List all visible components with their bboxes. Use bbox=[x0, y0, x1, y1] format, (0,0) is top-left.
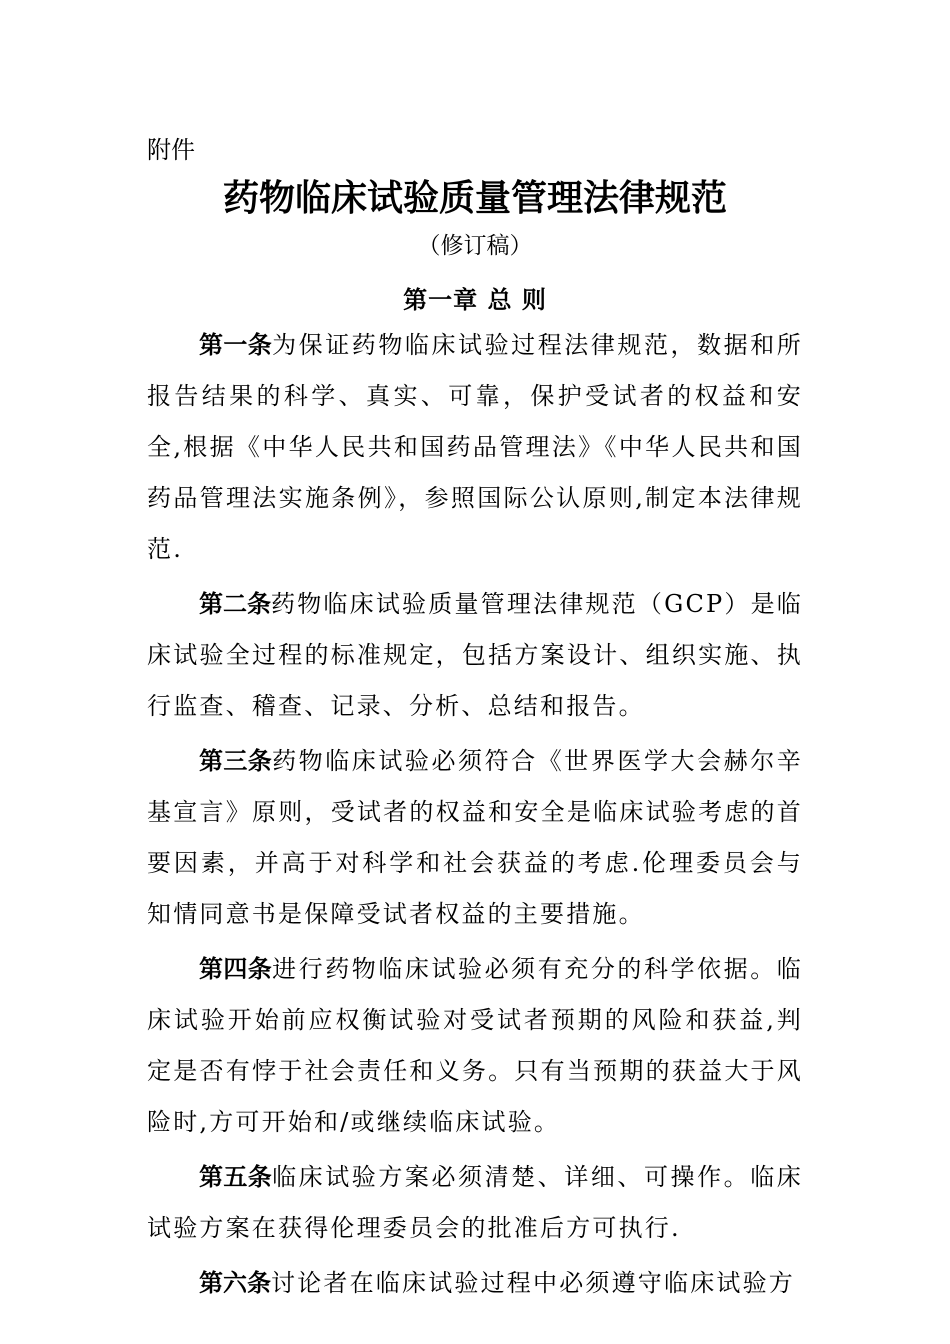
article-text: 讨论者在临床试验过程中必须遵守临床试验方 bbox=[271, 1269, 795, 1297]
article-text: 临床试验方案必须清楚、详细、可操作。临床试验方案在获得伦理委员会的批准后方可执行. bbox=[147, 1163, 804, 1242]
article-text: 为保证药物临床试验过程法律规范，数据和所报告结果的科学、真实、可靠，保护受试者的权益和安全,根据《中华人民共和国药品管理法》《中华人民共和国药品管理法实施条例》，参照国际公认原则,制定本法律规范. bbox=[147, 331, 804, 563]
article-text: 药物临床试验质量管理法律规范（GCP）是临床试验全过程的标准规定，包括方案设计、组织实施、执行监查、稽查、记录、分析、总结和报告。 bbox=[147, 590, 803, 720]
document-title: 药物临床试验质量管理法律规范 bbox=[222, 177, 727, 219]
article-label: 第一条 bbox=[199, 331, 273, 359]
article-5 bbox=[147, 1152, 803, 1254]
article-2 bbox=[147, 579, 803, 732]
article-text: 药物临床试验必须符合《世界医学大会赫尔辛基宣言》原则，受试者的权益和安全是临床试验考虑的首要因素，并高于对科学和社会获益的考虑.伦理委员会与知情同意书是保障受试者权益的主要措施。 bbox=[147, 747, 804, 928]
article-label: 第三条 bbox=[199, 747, 273, 775]
article-4 bbox=[147, 944, 803, 1148]
article-label: 第二条 bbox=[199, 590, 272, 618]
article-label: 第五条 bbox=[199, 1163, 273, 1191]
article-1 bbox=[147, 320, 803, 575]
article-label: 第六条 bbox=[199, 1269, 271, 1297]
chapter-heading: 第一章 总 则 bbox=[403, 285, 547, 314]
article-3 bbox=[147, 736, 803, 940]
attachment-label: 附件 bbox=[147, 136, 195, 164]
article-label: 第四条 bbox=[199, 955, 273, 983]
article-text: 进行药物临床试验必须有充分的科学依据。临床试验开始前应权衡试验对受试者预期的风险和获益,判定是否有悖于社会责任和义务。只有当预期的获益大于风险时,方可开始和/或继续临床试验。 bbox=[147, 955, 804, 1136]
article-6 bbox=[147, 1258, 803, 1309]
document-subtitle: （修订稿） bbox=[417, 233, 533, 259]
document-body bbox=[147, 320, 803, 1309]
